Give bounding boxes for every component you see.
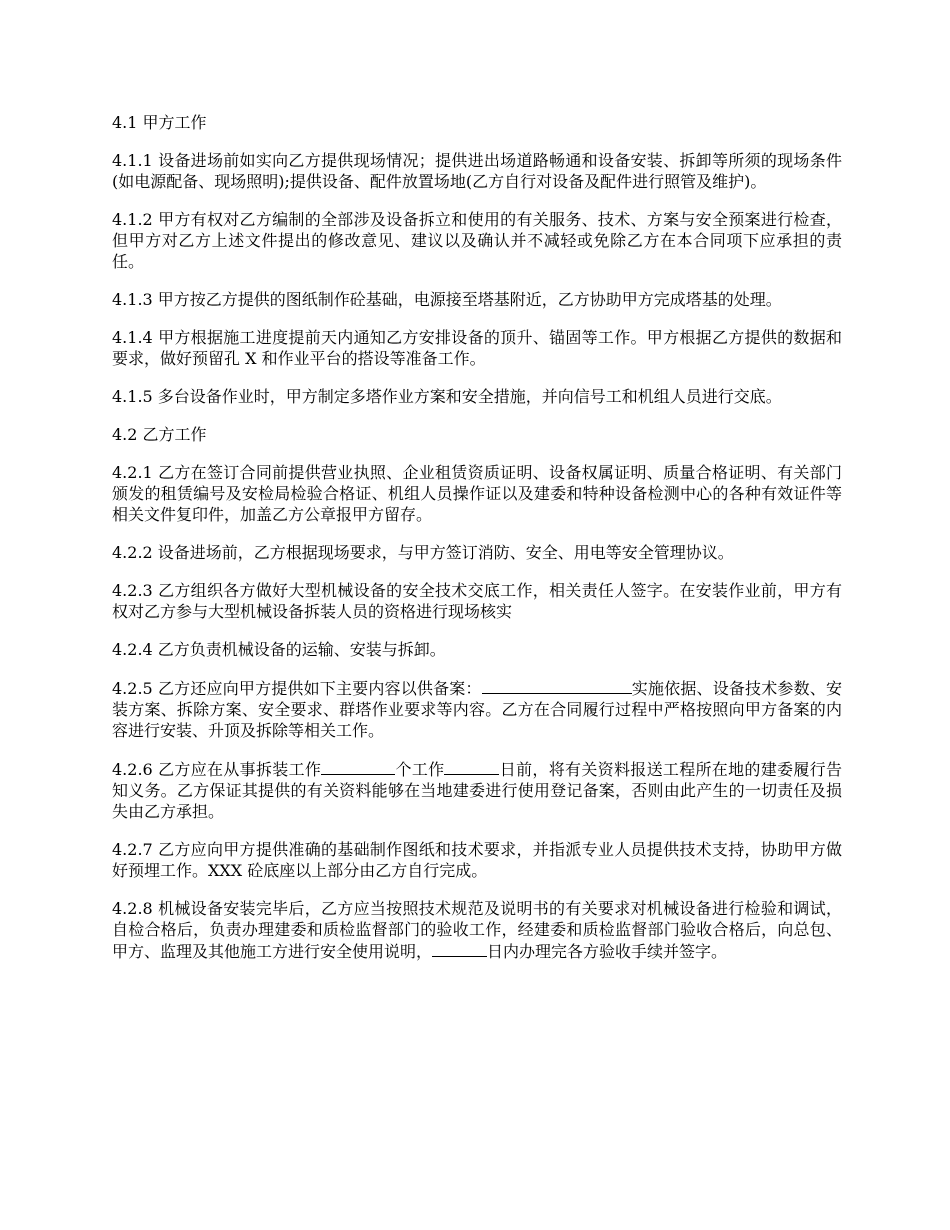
clause-4-2-5-rest: 实施依据、设备技术参数、安装方案、拆除方案、安全要求、群塔作业要求等内容。乙方在合同履行过程中严格按照向甲方备案的内容进行安装、升顶及拆除等相关工作。 bbox=[112, 679, 842, 740]
clause-4-1-3: 4.1.3 甲方按乙方提供的图纸制作砼基础，电源接至塔基附近，乙方协助甲方完成塔基的处理。 bbox=[112, 290, 782, 309]
clause-4-1-4: 4.1.4 甲方根据施工进度提前天内通知乙方安排设备的顶升、锚固等工作。甲方根据乙方提供的数据和要求，做好预留孔 X 和作业平台的搭设等准备工作。 bbox=[112, 328, 842, 368]
clause-4-1-5: 4.1.5 多台设备作业时，甲方制定多塔作业方案和安全措施，并向信号工和机组人员进行交底。 bbox=[112, 387, 782, 406]
clause-4-2-1: 4.2.1 乙方在签订合同前提供营业执照、企业租赁资质证明、设备权属证明、质量合格证明、有关部门颁发的租赁编号及安检局检验合格证、机组人员操作证以及建委和特种设备检测中心的各种有效证件等相关文件复印件，加盖乙方公章报甲方留存。 bbox=[112, 463, 842, 524]
fill-in-blank bbox=[432, 940, 487, 957]
section-heading-4-2: 4.2 乙方工作 bbox=[112, 425, 207, 444]
clause-4-2-8 bbox=[112, 898, 842, 962]
clause-4-2-6-mid: 个工作 bbox=[395, 760, 445, 779]
fill-in-blank bbox=[321, 758, 395, 775]
clause-4-2-5-lead: 4.2.5 乙方还应向甲方提供如下主要内容以供备案： bbox=[112, 679, 482, 698]
fill-in-blank bbox=[482, 677, 632, 694]
clause-4-1-1: 4.1.1 设备进场前如实向乙方提供现场情况；提供进出场道路畅通和设备安装、拆卸等所须的现场条件(如电源配备、现场照明);提供设备、配件放置场地(乙方自行对设备及配件进行照管及维护)。 bbox=[112, 151, 842, 191]
clause-4-2-8-lead: 4.2.8 机械设备安装完毕后，乙方应当按照技术规范及说明书的有关要求对机械设备进行检验和调试，自检合格后，负责办理建委和质检监督部门的验收工作，经建委和质检监督部门验收合格后，向总包、甲方、监理及其他施工方进行安全使用说明， bbox=[112, 899, 842, 961]
section-heading-4-1: 4.1 甲方工作 bbox=[112, 113, 207, 132]
clause-4-2-2: 4.2.2 设备进场前，乙方根据现场要求，与甲方签订消防、安全、用电等安全管理协议。 bbox=[112, 543, 734, 562]
document-page bbox=[112, 112, 842, 979]
clause-4-2-6-lead: 4.2.6 乙方应在从事拆装工作 bbox=[112, 760, 322, 779]
clause-4-2-6-rest: 日前，将有关资料报送工程所在地的建委履行告知义务。乙方保证其提供的有关资料能够在当地建委进行使用登记备案，否则由此产生的一切责任及损失由乙方承担。 bbox=[112, 760, 842, 821]
fill-in-blank bbox=[444, 758, 499, 775]
clause-4-2-7: 4.2.7 乙方应向甲方提供准确的基础制作图纸和技术要求，并指派专业人员提供技术支持，协助甲方做好预埋工作。XXX 砼底座以上部分由乙方自行完成。 bbox=[112, 840, 842, 880]
clause-4-2-6 bbox=[112, 758, 842, 822]
clause-4-1-2: 4.1.2 甲方有权对乙方编制的全部涉及设备拆立和使用的有关服务、技术、方案与安全预案进行检查，但甲方对乙方上述文件提出的修改意见、建议以及确认并不减轻或免除乙方在本合同项下应承担的责任。 bbox=[112, 210, 842, 271]
clause-4-2-3: 4.2.3 乙方组织各方做好大型机械设备的安全技术交底工作，相关责任人签字。在安装作业前，甲方有权对乙方参与大型机械设备拆装人员的资格进行现场核实 bbox=[112, 581, 842, 621]
clause-4-2-4: 4.2.4 乙方负责机械设备的运输、安装与拆卸。 bbox=[112, 640, 446, 659]
clause-4-2-5 bbox=[112, 677, 842, 741]
clause-4-2-8-rest: 日内办理完各方验收手续并签字。 bbox=[487, 942, 728, 961]
